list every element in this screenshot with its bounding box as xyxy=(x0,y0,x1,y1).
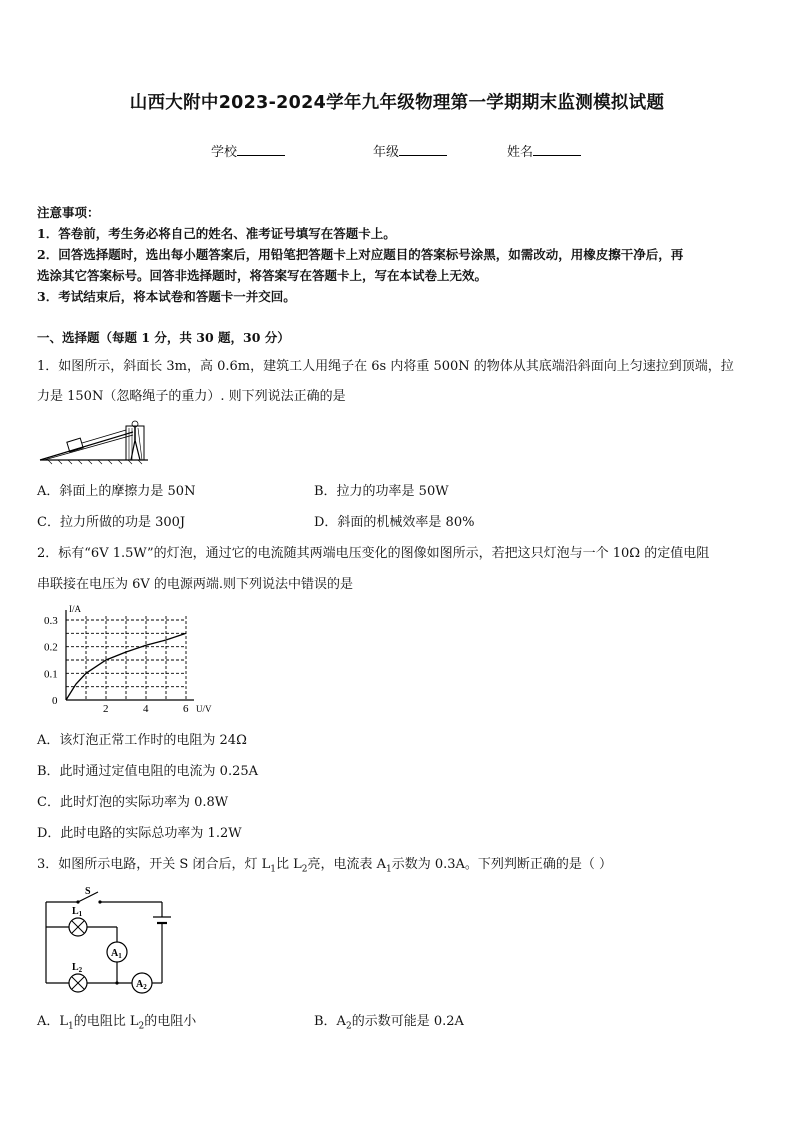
q1-stem-line1: 1．如图所示，斜面长 3m，高 0.6m，建筑工人用绳子在 6s 内将重 500N 的物体从其底端沿斜面向上匀速拉到顶端，拉 xyxy=(37,359,734,374)
name-label: 姓名 xyxy=(507,145,534,160)
notice-item-1: 1．答卷前，考生务必将自己的姓名、准考证号填写在答题卡上。 xyxy=(37,226,396,241)
q3-stem-sub-l2: 2 xyxy=(301,864,308,875)
q3-option-b-part2: 的示数可能是 0.2A xyxy=(351,1014,464,1029)
q3-option-b-sub: 2 xyxy=(345,1021,352,1032)
q3-option-a-part3: 的电阻小 xyxy=(144,1014,197,1029)
x-tick-labels xyxy=(103,703,189,715)
ammeter-1-label: $A_1$ xyxy=(111,948,122,960)
q2-option-b[interactable]: B．此时通过定值电阻的电流为 0.25A xyxy=(37,764,259,779)
x-tick-label: 2 xyxy=(103,703,109,715)
q3-option-a-sub2: 2 xyxy=(138,1021,145,1032)
q3-stem-sub-a1: 1 xyxy=(385,864,392,875)
school-field xyxy=(211,141,285,160)
name-blank[interactable] xyxy=(533,143,581,156)
x-tick-label: 4 xyxy=(143,703,149,715)
q3-option-a[interactable] xyxy=(37,1010,196,1032)
school-label: 学校 xyxy=(211,145,238,160)
q1-option-a[interactable]: A．斜面上的摩擦力是 50N xyxy=(37,484,196,499)
y-tick-label: 0.1 xyxy=(44,668,58,681)
y-tick-label: 0.2 xyxy=(44,641,58,654)
q1-stem-line2: 力是 150N（忽略绳子的重力）. 则下列说法正确的是 xyxy=(37,389,346,404)
q3-option-b[interactable] xyxy=(314,1010,464,1032)
notice-item-3: 3．考试结束后，将本试卷和答题卡一并交回。 xyxy=(37,289,296,304)
section-heading: 一、选择题（每题 1 分，共 30 题，30 分） xyxy=(37,330,290,345)
notice-item-2a: 2．回答选择题时，选出每小题答案后，用铅笔把答题卡上对应题目的答案标号涂黑，如需改动，用橡皮擦干净后，再 xyxy=(37,247,684,262)
q3-stem-part4: 示数为 0.3A。下列判断正确的是（ ） xyxy=(391,857,613,872)
grade-label: 年级 xyxy=(373,145,400,160)
grade-blank[interactable] xyxy=(399,143,447,156)
chart-grid xyxy=(66,616,186,700)
y-tick-labels xyxy=(44,615,58,680)
q2-option-c[interactable]: C．此时灯泡的实际功率为 0.8W xyxy=(37,795,229,810)
incline-figure xyxy=(38,418,158,466)
notice-item-2b: 选涂其它答案标号。回答非选择题时，将答案写在答题卡上，写在本试卷上无效。 xyxy=(37,268,488,283)
q3-option-a-part1: A．L xyxy=(37,1014,69,1029)
notice-heading: 注意事项： xyxy=(37,205,100,220)
switch-label: S xyxy=(85,886,91,897)
q3-stem-part1: 3．如图所示电路，开关 S 闭合后，灯 L xyxy=(37,857,271,872)
q1-option-d[interactable]: D．斜面的机械效率是 80% xyxy=(314,515,475,530)
q2-option-a[interactable]: A．该灯泡正常工作时的电阻为 24Ω xyxy=(37,733,247,748)
iu-chart xyxy=(38,600,212,718)
q3-stem xyxy=(37,853,612,875)
q3-option-a-sub1: 1 xyxy=(68,1021,74,1032)
x-axis-label: U/V xyxy=(196,704,212,714)
q3-option-b-part1: B．A xyxy=(314,1014,346,1029)
q1-option-b[interactable]: B．拉力的功率是 50W xyxy=(314,484,449,499)
ammeter-2-label: $A_2$ xyxy=(136,979,147,991)
school-blank[interactable] xyxy=(237,143,285,156)
grade-field xyxy=(373,141,447,160)
q2-stem-line1: 2．标有“6V 1.5W”的灯泡，通过它的电流随其两端电压变化的图像如图所示，若把这只灯泡与一个 10Ω 的定值电阻 xyxy=(37,546,710,561)
q2-option-d[interactable]: D．此时电路的实际总功率为 1.2W xyxy=(37,826,242,841)
page-title: 山西大附中2023-2024学年九年级物理第一学期期末监测模拟试题 xyxy=(129,93,665,113)
origin-label: 0 xyxy=(52,695,58,707)
q3-stem-part2: 比 L xyxy=(275,857,302,872)
q1-option-c[interactable]: C．拉力所做的功是 300J xyxy=(37,515,186,530)
x-tick-label: 6 xyxy=(183,703,189,715)
q3-stem-part3: 亮，电流表 A xyxy=(307,857,386,872)
y-axis-label: I/A xyxy=(69,604,81,614)
circuit-figure xyxy=(40,884,180,996)
y-tick-label: 0.3 xyxy=(44,615,58,627)
q2-stem-line2: 串联接在电压为 6V 的电源两端.则下列说法中错误的是 xyxy=(37,577,354,592)
name-field xyxy=(507,141,581,160)
q3-stem-sub-l1: 1 xyxy=(270,864,276,875)
lamp-2-label: $L_2$ xyxy=(72,962,83,974)
q3-option-a-part2: 的电阻比 L xyxy=(73,1014,139,1029)
lamp-1-label: $L_1$ xyxy=(72,906,83,918)
